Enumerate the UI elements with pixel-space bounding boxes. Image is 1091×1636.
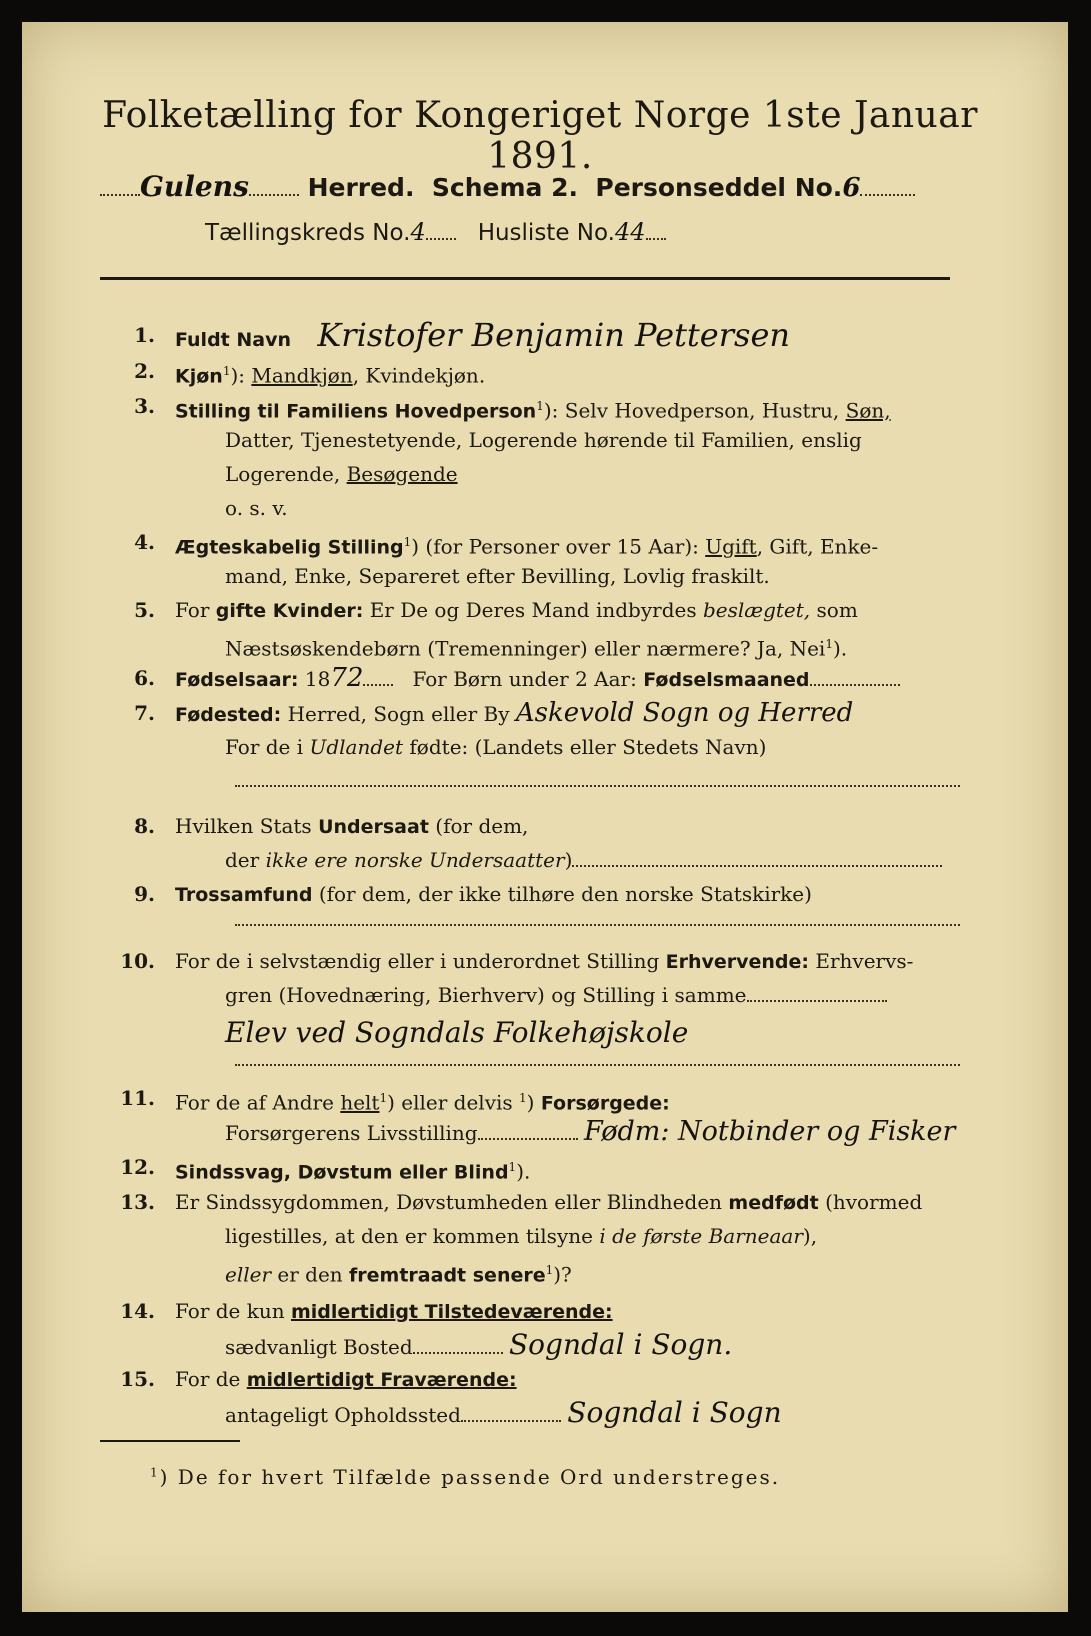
visitor-option: Besøgende: [346, 462, 458, 486]
footnote: $^1$) De for hvert Tilfælde passende Ord understreges.: [150, 1465, 781, 1489]
son-option: Søn,: [845, 398, 891, 423]
personseddel-label: Personseddel No.: [595, 173, 843, 202]
occupation-handwriting: Elev ved Sogndals Folkehøjskole: [225, 1016, 689, 1049]
herred-handwriting: Gulens: [140, 170, 249, 203]
husliste-label: Husliste No.: [477, 220, 615, 246]
footnote-rule: [100, 1440, 240, 1442]
birth-year-handwriting: 72: [330, 663, 364, 693]
male-option: Mandkjøn: [251, 363, 353, 388]
full-name-handwriting: Kristofer Benjamin Pettersen: [317, 316, 790, 354]
religion-dotline: [235, 924, 960, 926]
full-name-label: Fuldt Navn: [175, 329, 292, 351]
personseddel-number: 6: [842, 173, 861, 203]
herred-label: Herred.: [307, 173, 415, 202]
schema-label: Schema 2.: [431, 173, 578, 202]
occupation-dotline: [235, 1064, 960, 1066]
provider-handwriting: Fødm: Notbinder og Fisker: [583, 1116, 956, 1147]
unmarried-option: Ugift: [705, 534, 757, 559]
taellingskreds-line: [205, 218, 666, 246]
stay-handwriting: Sogndal i Sogn: [567, 1396, 782, 1429]
taellingskreds-label: Tællingskreds No.: [205, 220, 411, 246]
page-title: Folketælling for Kongeriget Norge 1ste Januar 1891.: [102, 95, 978, 177]
herred-line: [100, 170, 915, 203]
birthplace-handwriting: Askevold Sogn og Herred: [515, 698, 854, 728]
taellingskreds-number: 4: [410, 218, 426, 246]
husliste-number: 44: [614, 218, 646, 246]
residence-handwriting: Sogndal i Sogn.: [509, 1328, 733, 1361]
birthplace-dotline: [235, 785, 960, 787]
header-rule: [100, 277, 950, 280]
